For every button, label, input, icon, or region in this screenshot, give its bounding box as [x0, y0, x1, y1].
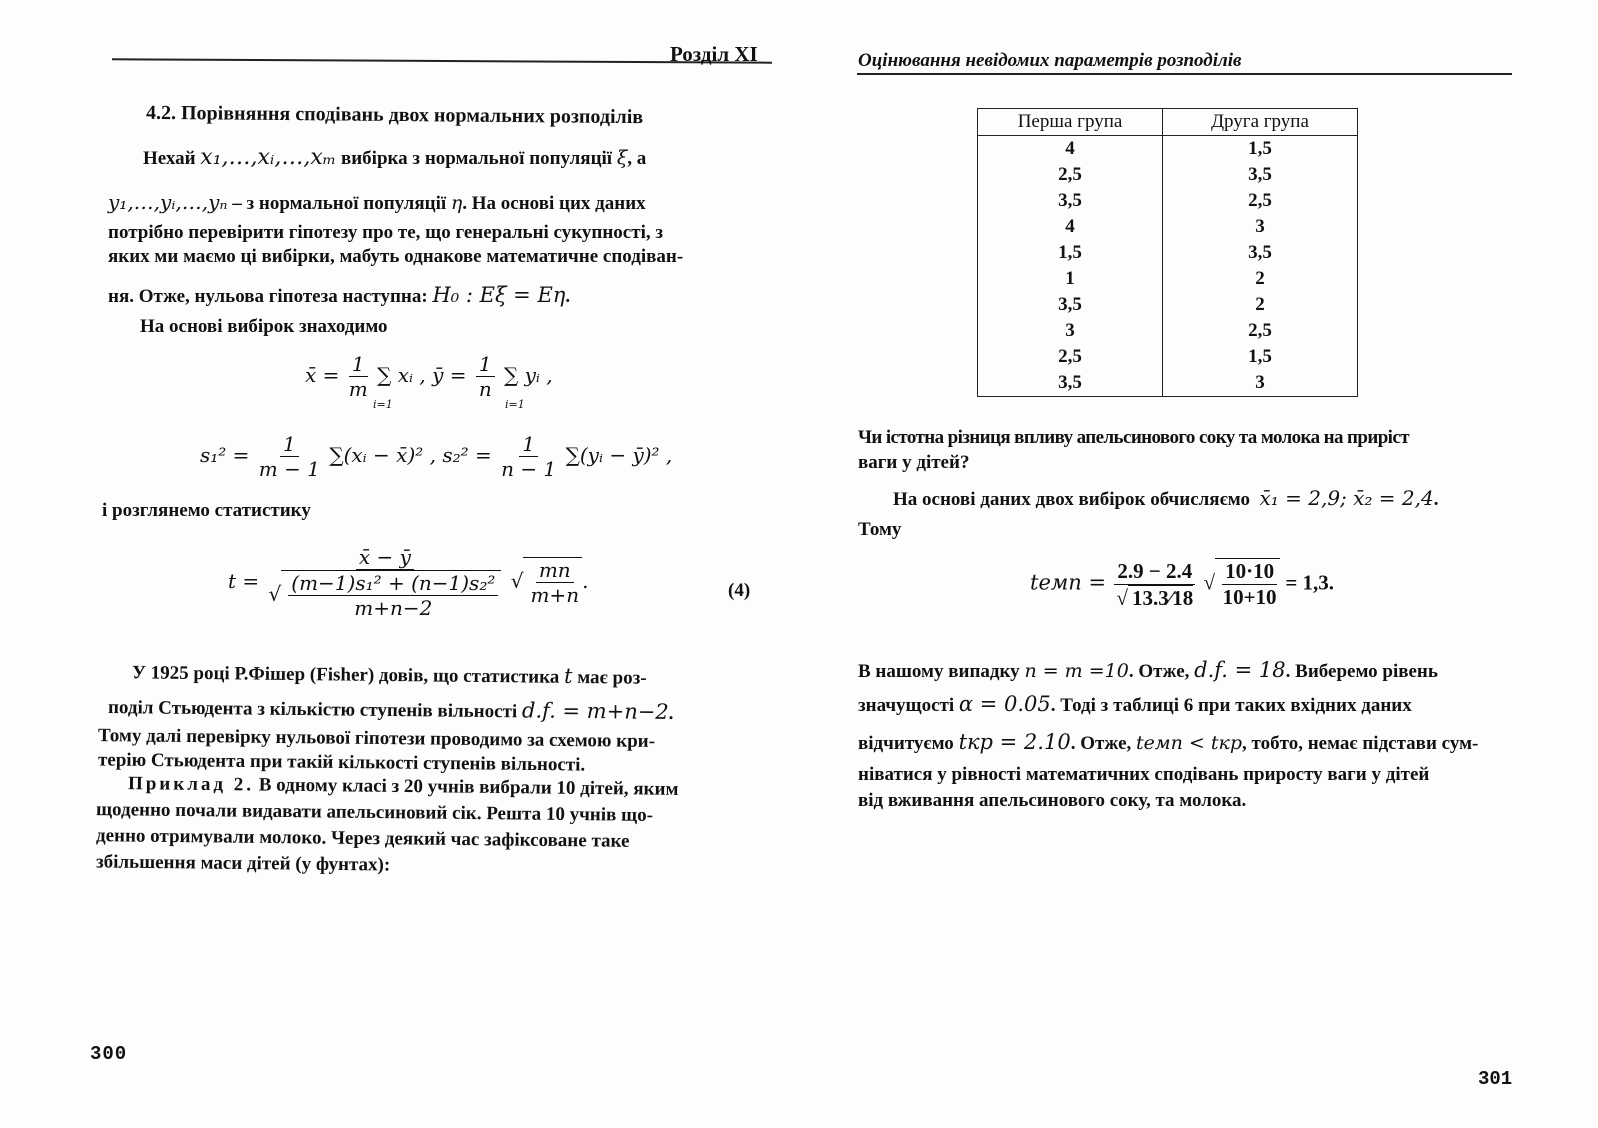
- paragraph-line: На основі вибірок знаходимо: [140, 316, 388, 337]
- paragraph-line: ваги у дітей?: [858, 452, 970, 473]
- sum-lower-limit-y: i=1: [505, 398, 525, 411]
- table-row: [978, 188, 1358, 214]
- paragraph-line: Тому: [858, 519, 902, 540]
- table-cell: 3,5: [978, 188, 1163, 214]
- formula-t-empirical: tемп = $\frac{2.9 - 2.4}{√ 13.3⁄18}$ √ $\frac{10\cdot 10}{10+10}$ = 1,3.: [1030, 558, 1335, 610]
- sum-lower-limit-x: i=1: [373, 398, 393, 411]
- paragraph-line: і розглянемо статистику: [102, 500, 311, 521]
- table-cell: 1,5: [1163, 344, 1358, 370]
- paragraph-line: відчитуємо tкр = 2.10. Отже, tемп < tкр, тобто, немає підстави сум-: [858, 730, 1479, 754]
- paragraph-line: На основі даних двох вибірок обчисляємо x̄₁ = 2,9; x̄₂ = 2,4.: [893, 486, 1439, 510]
- chapter-header: Розділ XI: [670, 42, 758, 66]
- column-header: Перша група: [978, 109, 1163, 136]
- table-row: [978, 136, 1358, 163]
- paragraph-line: збільшення маси дітей (у фунтах):: [95, 851, 391, 876]
- table-cell: 3,5: [978, 292, 1163, 318]
- paragraph-line: яких ми маємо ці вибірки, мабуть однакове математичне сподіван-: [108, 246, 684, 267]
- paragraph-line: ня. Отже, нульова гіпотеза наступна: H₀ : Eξ = Eη.: [108, 283, 571, 307]
- section-title: 4.2. Порівняння сподівань двох нормальних розподілів: [145, 101, 644, 129]
- table-cell: 2,5: [978, 344, 1163, 370]
- table-row: [978, 214, 1358, 240]
- table-row: [978, 162, 1358, 188]
- table-cell: 2: [1163, 266, 1358, 292]
- table-cell: 3,5: [1163, 162, 1358, 188]
- equation-number: (4): [728, 580, 751, 601]
- paragraph-line: денно отримували молоко. Через деякий час зафіксоване таке: [95, 825, 630, 852]
- paragraph-line: щоденно почали видавати апельсиновий сік. Решта 10 учнів що-: [95, 799, 654, 826]
- paragraph-line: значущості α = 0.05. Тоді з таблиці 6 при таких вхідних даних: [858, 692, 1412, 716]
- table-cell: 3: [1163, 370, 1358, 397]
- page-number-left: 300: [90, 1043, 128, 1065]
- table-row: [978, 292, 1358, 318]
- table-cell: 3,5: [978, 370, 1163, 397]
- paragraph-line: У 1925 році Р.Фішер (Fisher) довів, що статистика t має роз-: [131, 662, 647, 689]
- paragraph-line: Чи істотна різниця впливу апельсинового соку та молока на приріст: [858, 427, 1409, 448]
- table-row: [978, 266, 1358, 292]
- paragraph-line: терію Стьюдента при такій кількості ступенів вільності.: [97, 749, 586, 776]
- paragraph-line: y₁,…,yᵢ,…,yₙ – з нормальної популяції η. На основі цих даних: [108, 190, 646, 214]
- formula-means: x̄ = $\frac{1}{m}$ ∑ xᵢ , ȳ = $\frac{1}{n}$ ∑ yᵢ ,: [305, 352, 553, 401]
- paragraph-line: В нашому випадку n = m =10. Отже, d.f. = 18. Виберемо рівень: [858, 658, 1438, 682]
- paragraph-line: від вживання апельсинового соку, та молока.: [858, 790, 1247, 811]
- formula-t-statistic: t = x̄ − ȳ √ $\frac{\text{(m−1)s₁² + (n−1)s₂²}}{m+n-2}$ √ $\frac{mn}{m+n}$ .: [228, 545, 589, 620]
- table-cell: 2,5: [1163, 188, 1358, 214]
- paragraph-line: Тому далі перевірку нульової гіпотези проводимо за схемою кри-: [97, 725, 656, 752]
- table-row: [978, 370, 1358, 397]
- page-number-right: 301: [1478, 1068, 1513, 1090]
- table-cell: 2,5: [978, 162, 1163, 188]
- header-rule-right: [857, 73, 1512, 75]
- table-row: [978, 318, 1358, 344]
- table-cell: 4: [978, 136, 1163, 163]
- table-row: [978, 240, 1358, 266]
- table-cell: 1,5: [978, 240, 1163, 266]
- table-row: [978, 344, 1358, 370]
- table-cell: 2,5: [1163, 318, 1358, 344]
- table-cell: 3,5: [1163, 240, 1358, 266]
- table-cell: 1: [978, 266, 1163, 292]
- paragraph-line: ніватися у рівності математичних сподівань приросту ваги у дітей: [858, 764, 1430, 785]
- table-cell: 3: [1163, 214, 1358, 240]
- paragraph-line: потрібно перевірити гіпотезу про те, що генеральні сукупності, з: [108, 222, 663, 243]
- formula-variances: s₁² = $\frac{1}{m - 1}$ ∑(xᵢ − x̄)² , s₂² = $\frac{1}{n - 1}$ ∑(yᵢ − ȳ)² ,: [200, 432, 673, 481]
- column-header: Друга група: [1163, 109, 1358, 136]
- paragraph-line: поділ Стьюдента з кількістю ступенів вільності d.f. = m+n−2.: [107, 697, 674, 724]
- table-cell: 3: [978, 318, 1163, 344]
- paragraph-line: Нехай x₁,…,xᵢ,…,xₘ вибірка з нормальної популяції ξ, а: [143, 145, 647, 170]
- table-cell: 1,5: [1163, 136, 1358, 163]
- data-table: [977, 108, 1358, 397]
- running-header: Оцінювання невідомих параметрів розподілів: [858, 50, 1242, 71]
- table-cell: 4: [978, 214, 1163, 240]
- paragraph-line: Приклад 2. В одному класі з 20 учнів вибрали 10 дітей, яким: [127, 773, 679, 800]
- table-cell: 2: [1163, 292, 1358, 318]
